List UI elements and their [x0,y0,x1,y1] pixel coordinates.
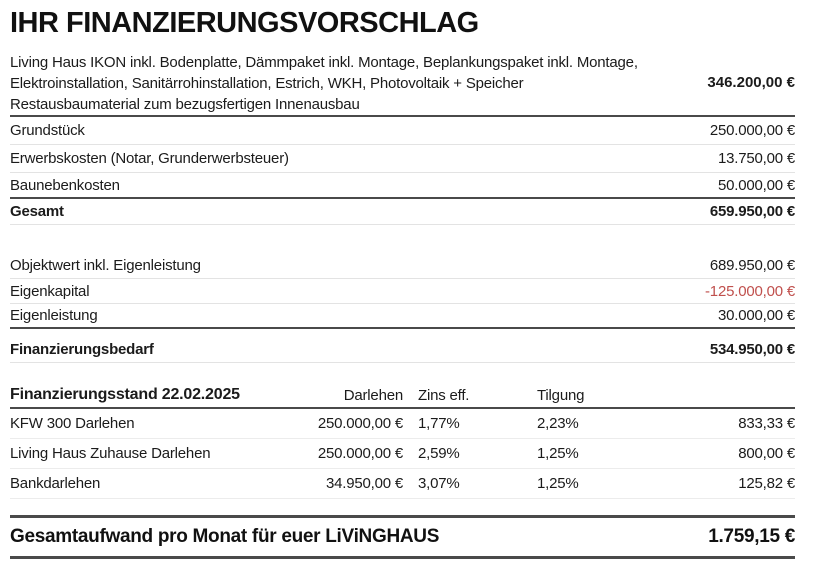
loan-monthly-cost: 800,00 € [738,445,795,462]
project-description-line: Elektroinstallation, Sanitärrohinstallation, Estrich, WKH, Photovoltaik + Speicher [10,75,524,92]
table-row [10,279,795,304]
financing-value: 689.950,00 € [709,257,795,274]
cost-label: Grundstück [10,122,85,139]
loan-interest: 3,07% [418,475,460,492]
loan-name: Bankdarlehen [10,475,101,492]
project-description-block [10,52,795,117]
loan-amount: 250.000,00 € [317,445,403,462]
loan-interest: 2,59% [418,445,460,462]
house-package-amount: 346.200,00 € [707,74,795,91]
financing-label: Eigenkapital [10,282,90,300]
loan-name: Living Haus Zuhause Darlehen [10,445,211,462]
financing-total-row [10,337,795,363]
financing-label: Eigenleistung [10,307,98,324]
table-row [10,304,795,329]
loan-row [10,469,795,499]
cost-value: 13.750,00 € [717,150,795,167]
loan-row [10,409,795,439]
loan-amount: 250.000,00 € [317,415,403,432]
financing-value-negative: -125.000,00 € [705,282,795,300]
cost-label: Baunebenkosten [10,176,120,194]
section-spacer [10,363,795,387]
table-row [10,173,795,199]
loans-header-title: Finanzierungsstand 22.02.2025 [10,386,240,403]
financing-total-label: Finanzierungsbedarf [10,341,154,358]
table-row [10,253,795,279]
loan-monthly-cost: 833,33 € [738,415,795,432]
cost-value: 50.000,00 € [717,176,795,194]
cost-value: 250.000,00 € [709,122,795,139]
section-spacer [10,499,795,515]
loan-row [10,439,795,469]
column-header-darlehen: Darlehen [343,387,403,404]
section-spacer [10,329,795,337]
column-header-zins: Zins eff. [418,387,470,404]
column-header-tilgung: Tilgung [537,387,585,404]
project-description-line: Living Haus IKON inkl. Bodenplatte, Dämmpaket inkl. Montage, Beplankungspaket inkl. Montage, [10,54,638,71]
cost-label: Erwerbskosten (Notar, Grunderwerbsteuer) [10,150,289,167]
monthly-total-value: 1.759,15 € [708,526,795,547]
section-spacer [10,225,795,253]
project-description-line: Restausbaumaterial zum bezugsfertigen Innenausbau [10,96,360,113]
table-row [10,145,795,173]
loan-name: KFW 300 Darlehen [10,415,135,432]
loan-monthly-cost: 125,82 € [738,475,795,492]
loans-table-header [10,387,795,409]
loan-amount: 34.950,00 € [325,475,403,492]
loan-repayment: 1,25% [537,475,579,492]
table-row [10,117,795,145]
page-title: IHR FINANZIERUNGSVORSCHLAG [10,7,479,39]
monthly-total-row [10,515,795,559]
costs-total-row [10,199,795,225]
financing-value: 30.000,00 € [717,307,795,324]
loan-interest: 1,77% [418,415,460,432]
financing-label: Objektwert inkl. Eigenleistung [10,257,201,274]
loan-repayment: 2,23% [537,415,579,432]
monthly-total-label: Gesamtaufwand pro Monat für euer LiViNGHAUS [10,526,440,547]
financing-total-value: 534.950,00 € [709,341,795,358]
costs-total-value: 659.950,00 € [709,203,795,220]
loan-repayment: 1,25% [537,445,579,462]
costs-total-label: Gesamt [10,203,64,220]
